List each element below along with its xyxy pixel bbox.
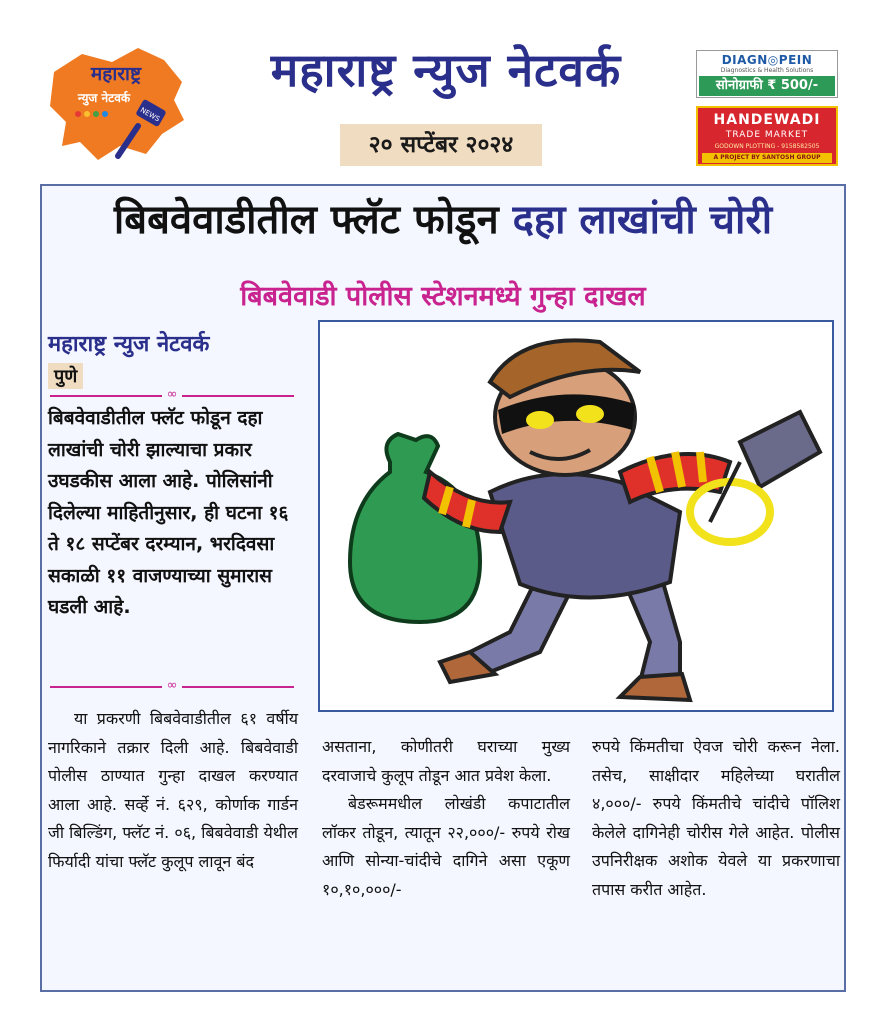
headline-part-black: बिबवेवाडीतील फ्लॅट फोडून [113,197,499,243]
headline-part-blue: दहा लाखांची चोरी [512,197,773,243]
thief-illustration [318,320,834,712]
dateline-city: पुणे [48,363,83,389]
logo-text-line2: न्युज नेटवर्क [77,91,131,105]
handewadi-ad[interactable] [696,106,838,166]
paragraph: बेडरूममधील लोखंडी कपाटातील लॉकर तोडून, त्यातून २२,०००/- रुपये रोख आणि सोन्या-चांदीचे दागिने असा एकूण १०,१०,०००/- [322,794,570,899]
article-intro: बिबवेवाडीतील फ्लॅट फोडून दहा लाखांची चोरी झाल्याचा प्रकार उघडकीस आला आहे. पोलिसांनी दिलेल्या माहितीनुसार, ही घटना १६ ते १८ सप्टेंबर दरम्यान, भरदिवसा सकाळी ११ वाजण्याच्या सुमारास घडली आहे. [48,407,289,618]
diagnopein-ad[interactable] [696,50,838,98]
ad-brand-name: HANDEWADI [713,112,821,128]
divider-top [50,387,294,402]
ad-brand-name: DIAGN◎PEIN [721,53,813,67]
ad-offer: सोनोग्राफी ₹ 500/- [699,76,835,96]
logo-text-line1: महाराष्ट्र [90,63,142,85]
article-column-3 [592,733,840,904]
article-column-1 [48,705,298,876]
article-column-2 [322,733,570,904]
divider-bottom [50,678,294,693]
article-byline: महाराष्ट्र न्युज नेटवर्क [48,332,210,357]
masthead-logo [42,42,192,167]
ad-tagline: Diagnostics & Health Solutions [720,67,814,74]
paragraph: या प्रकरणी बिबवेवाडीतील ६१ वर्षीय नागरिकाने तक्रार दिली आहे. बिबवेवाडी पोलीस ठाण्यात गुन्हा दाखल करण्यात आला आहे. सर्व्हे नं. ६२९, कोर्णाक गार्डन जी बिल्डिंग, फ्लॅट नं. ०६, बिबवेवाडी येथील फिर्यादी यांचा फ्लॅट कुलूप लावून बंद [48,709,298,871]
masthead-title: महाराष्ट्र न्युज नेटवर्क [270,43,622,97]
article-subheadline: बिबवेवाडी पोलीस स्टेशनमध्ये गुन्हा दाखल [240,281,646,312]
ad-subtitle: TRADE MARKET [725,130,809,140]
divider-ornament-icon: ∞ [162,386,182,404]
paragraph: असताना, कोणीतरी घराच्या मुख्य दरवाजाचे कुलूप तोडून आत प्रवेश केला. [322,737,570,785]
ad-footer: A PROJECT BY SANTOSH GROUP [702,153,832,163]
issue-date: २० सप्टेंबर २०२४ [340,124,542,166]
thief-cartoon-icon [320,322,832,710]
divider-ornament-icon: ∞ [162,677,182,695]
maharashtra-map-logo-icon [42,42,192,167]
paragraph: रुपये किंमतीचा ऐवज चोरी करून नेला. तसेच, साक्षीदार महिलेच्या घरातील ४,०००/- रुपये किंमतीचे चांदीचे पॉलिश केलेले दागिनेही चोरीस गेले आहेत. पोलीस उपनिरीक्षक अशोक येवले या प्रकरणाचा तपास करीत आहेत. [592,737,840,899]
svg-text:NEWS: NEWS [138,106,162,124]
ad-contact-line: GODOWN PLOTTING - 9158582505 [714,143,820,150]
article-headline [40,192,846,248]
